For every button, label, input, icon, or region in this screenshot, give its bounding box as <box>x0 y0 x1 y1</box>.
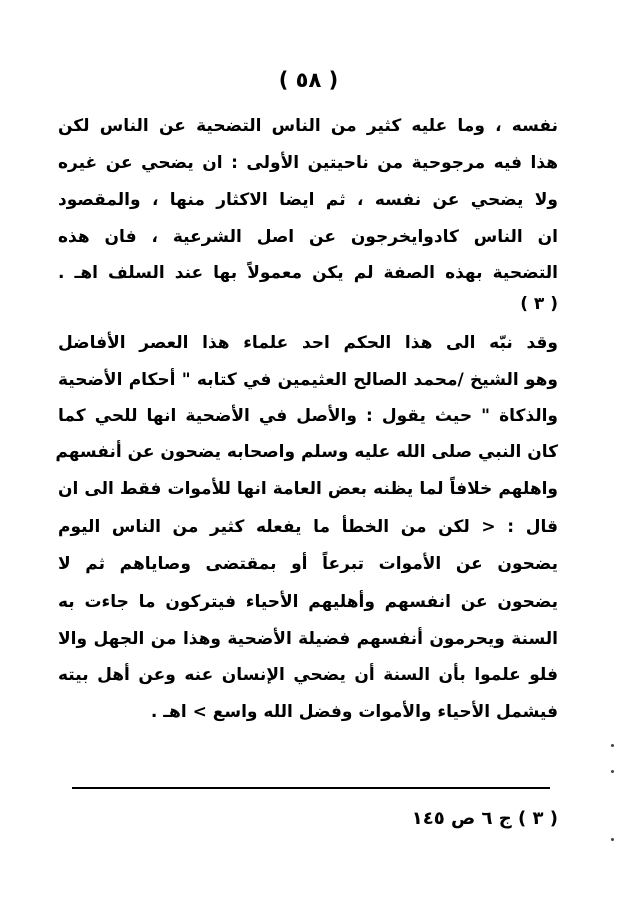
footnote-divider <box>72 787 550 789</box>
scan-speck <box>611 770 614 773</box>
text-line-14: يضحون عن انفسهم وأهليهم الأحياء فيتركون ما جاءت به <box>58 592 558 612</box>
scan-speck <box>611 744 614 747</box>
text-line-9: والذكاة " حيث يقول : والأصل في الأضحية انها للحي كما <box>58 406 558 426</box>
text-line-11: واهلهم خلافاً لما يظنه بعض العامة انها للأموات فقط الى ان <box>58 479 558 499</box>
footnote: ( ٣ ) ج ٦ ص ١٤٥ <box>411 808 558 829</box>
text-line-5: التضحية بهذه الصفة لم يكن معمولاً بها عند السلف اهـ . <box>58 263 558 283</box>
text-line-4: ان الناس كادوايخرجون عن اصل الشرعية ، فان هذه <box>58 227 558 247</box>
text-line-7: وقد نبّه الى هذا الحكم احد علماء هذا العصر الأفاضل <box>58 333 558 353</box>
text-line-8: وهو الشيخ /محمد الصالح العثيمين في كتابه " أحكام الأضحية <box>58 370 558 390</box>
text-line-12: قال : < لكن من الخطأ ما يفعله كثير من الناس اليوم <box>58 517 558 537</box>
text-line-16: فلو علموا بأن السنة أن يضحي الإنسان عنه وعن أهل بيته <box>58 665 558 685</box>
scan-speck <box>611 838 614 841</box>
text-line-15: السنة ويحرمون أنفسهم فضيلة الأضحية وهذا من الجهل والا <box>58 629 558 649</box>
footnote-marker-line: ( ٣ ) <box>520 294 558 314</box>
text-line-13: يضحون عن الأموات تبرعاً أو بمقتضى وصاياهم ثم لا <box>58 554 558 574</box>
text-line-3: ولا يضحي عن نفسه ، ثم ايضا الاكثار منها ، والمقصود <box>58 190 558 210</box>
text-line-17: فيشمل الأحياء والأموات وفضل الله واسع > اهـ . <box>150 702 558 722</box>
text-line-1: نفسه ، وما عليه كثير من الناس التضحية عن الناس لكن <box>58 116 558 136</box>
text-line-2: هذا فيه مرجوحية من ناحيتين الأولى : ان يضحي عن غيره <box>58 153 558 173</box>
text-line-10: كان النبي صلى الله عليه وسلم واصحابه يضحون عن أنفسهم <box>55 442 558 462</box>
page-number: ( ٥٨ ) <box>278 68 339 92</box>
